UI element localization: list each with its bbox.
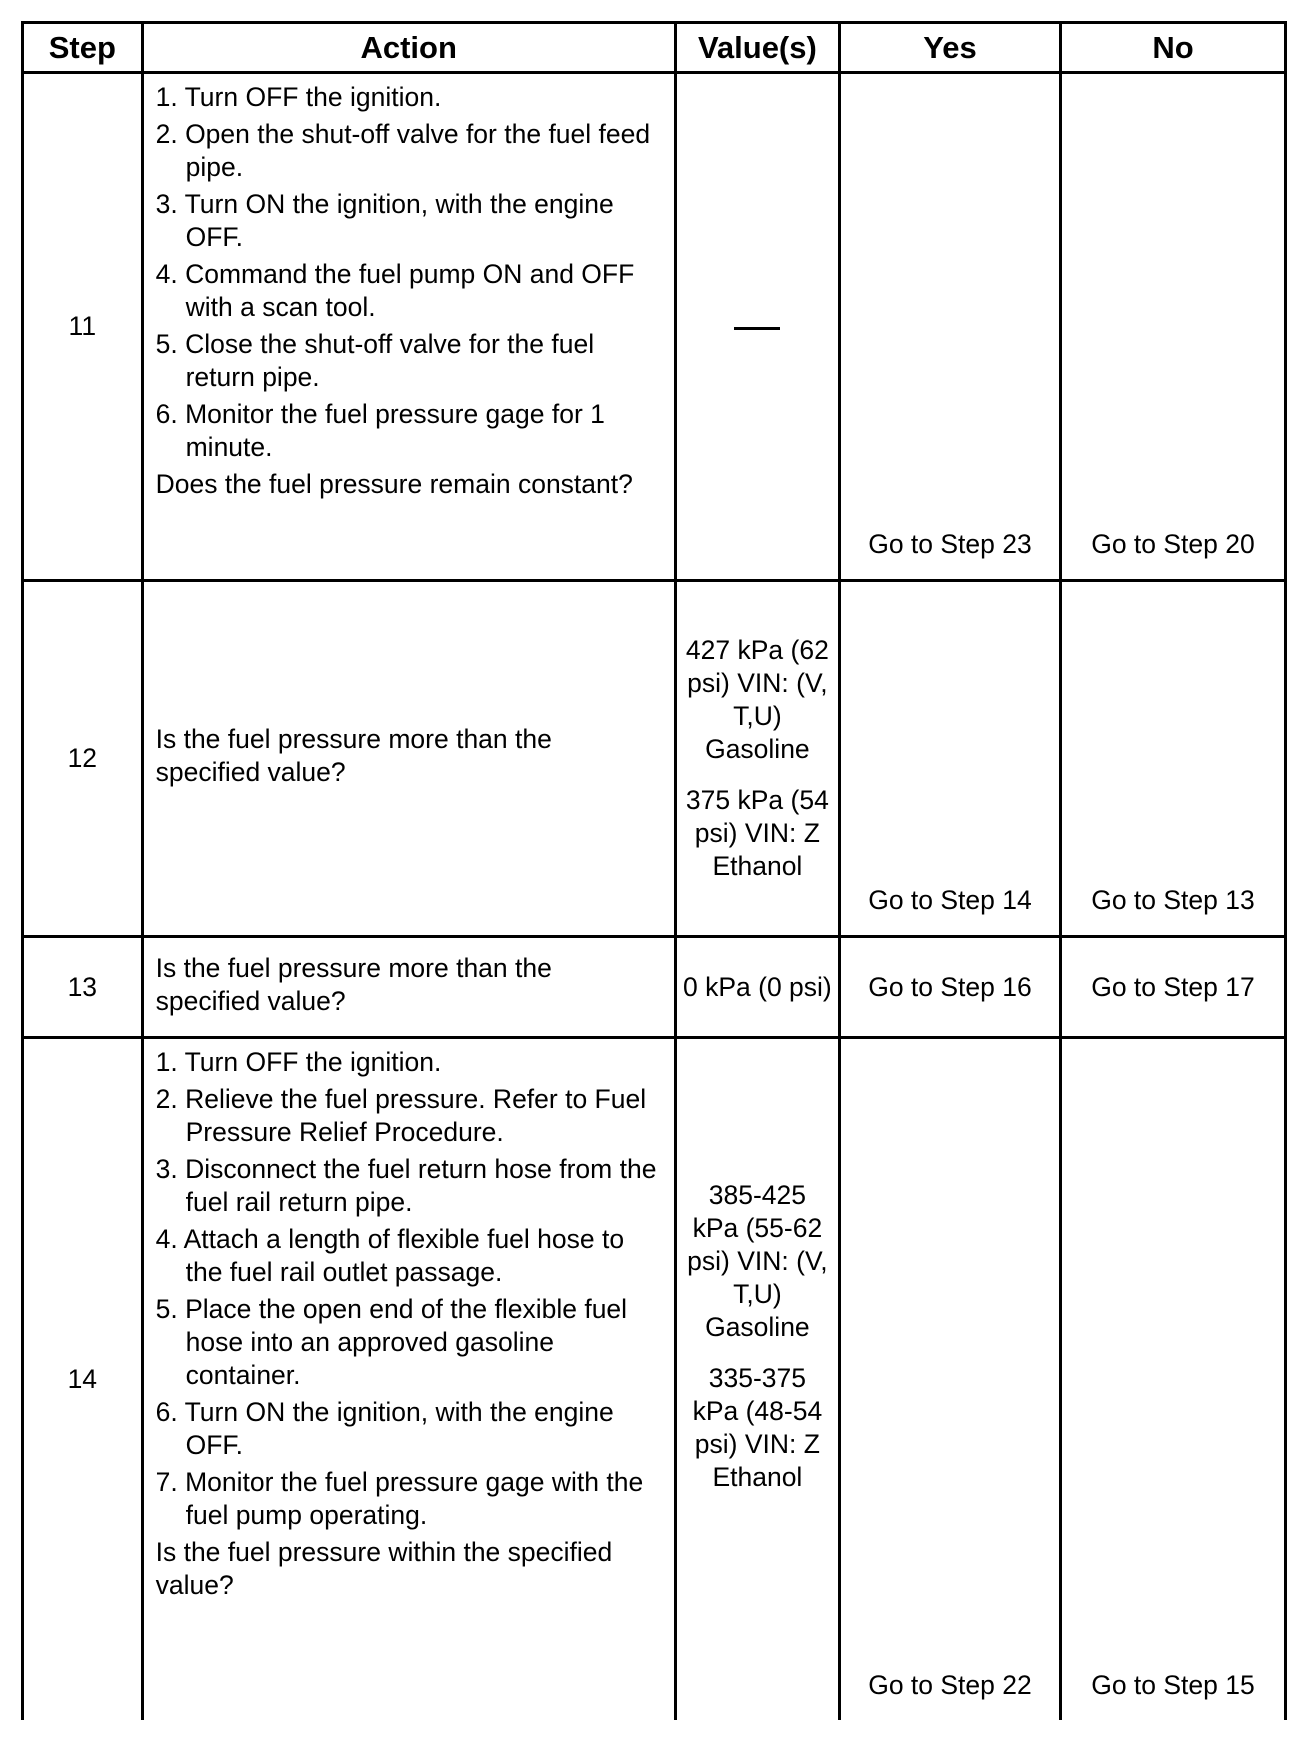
value-ethanol: 375 kPa (54 psi) VIN: Z Ethanol <box>685 785 829 881</box>
value-gasoline: 427 kPa (62 psi) VIN: (V, T,U) Gasoline <box>685 635 829 764</box>
yes-cell: Go to Step 23 <box>839 73 1060 581</box>
value-pressure: 0 kPa (0 psi) <box>683 971 832 1002</box>
yes-cell: Go to Step 16 <box>839 937 1060 1038</box>
action-steps <box>156 81 664 464</box>
action-step: 2. Open the shut-off valve for the fuel feed pipe. <box>155 119 651 182</box>
action-step: 5. Place the open end of the flexible fuel hose into an approved gasoline container. <box>155 1294 628 1390</box>
action-step: 1. Turn OFF the ignition. <box>155 1047 442 1077</box>
header-row <box>23 23 1286 73</box>
header-no: No <box>1060 23 1285 73</box>
no-cell: Go to Step 17 <box>1060 937 1285 1038</box>
table-row-step-13 <box>23 937 1286 1038</box>
action-steps <box>156 1046 664 1532</box>
action-cell <box>142 581 675 937</box>
table-row-step-11 <box>23 73 1286 581</box>
action-step: 5. Close the shut-off valve for the fuel return pipe. <box>155 329 595 392</box>
action-question: Is the fuel pressure within the specified value? <box>155 1537 613 1600</box>
no-cell: Go to Step 15 <box>1060 1038 1285 1720</box>
table-row-step-12 <box>23 581 1286 937</box>
action-step: 3. Disconnect the fuel return hose from the fuel rail return pipe. <box>155 1154 657 1217</box>
no-cell: Go to Step 13 <box>1060 581 1285 937</box>
no-cell: Go to Step 20 <box>1060 73 1285 581</box>
action-question: Does the fuel pressure remain constant? <box>155 469 633 499</box>
action-question: Is the fuel pressure more than the specified value? <box>155 724 552 787</box>
header-yes: Yes <box>839 23 1060 73</box>
action-step: 6. Turn ON the ignition, with the engine OFF. <box>155 1397 614 1460</box>
action-step: 2. Relieve the fuel pressure. Refer to Fuel Pressure Relief Procedure. <box>155 1084 647 1147</box>
step-number: 11 <box>23 73 143 581</box>
header-action: Action <box>142 23 675 73</box>
action-cell <box>142 1038 675 1720</box>
header-step: Step <box>23 23 143 73</box>
value-cell <box>675 73 839 581</box>
table-row-step-14 <box>23 1038 1286 1720</box>
action-step: 6. Monitor the fuel pressure gage for 1 minute. <box>155 399 605 462</box>
action-step: 7. Monitor the fuel pressure gage with the fuel pump operating. <box>155 1467 644 1530</box>
action-step: 4. Command the fuel pump ON and OFF with a scan tool. <box>155 259 635 322</box>
yes-cell: Go to Step 22 <box>839 1038 1060 1720</box>
dash-value <box>734 327 780 330</box>
value-cell <box>675 1038 839 1720</box>
action-question: Is the fuel pressure more than the specified value? <box>155 952 552 1016</box>
action-cell <box>142 937 675 1038</box>
value-ethanol: 335-375 kPa (48-54 psi) VIN: Z Ethanol <box>692 1363 823 1492</box>
value-gasoline: 385-425 kPa (55-62 psi) VIN: (V, T,U) Gasoline <box>687 1180 828 1342</box>
action-step: 4. Attach a length of flexible fuel hose to the fuel rail outlet passage. <box>155 1224 625 1287</box>
yes-cell: Go to Step 14 <box>839 581 1060 937</box>
action-cell <box>142 73 675 581</box>
action-step: 3. Turn ON the ignition, with the engine OFF. <box>155 189 614 252</box>
diagnostic-table <box>21 21 1287 1720</box>
step-number: 14 <box>23 1038 143 1720</box>
action-step: 1. Turn OFF the ignition. <box>155 82 442 112</box>
header-values: Value(s) <box>675 23 839 73</box>
step-number: 12 <box>23 581 143 937</box>
step-number: 13 <box>23 937 143 1038</box>
value-cell <box>675 937 839 1038</box>
value-cell <box>675 581 839 937</box>
